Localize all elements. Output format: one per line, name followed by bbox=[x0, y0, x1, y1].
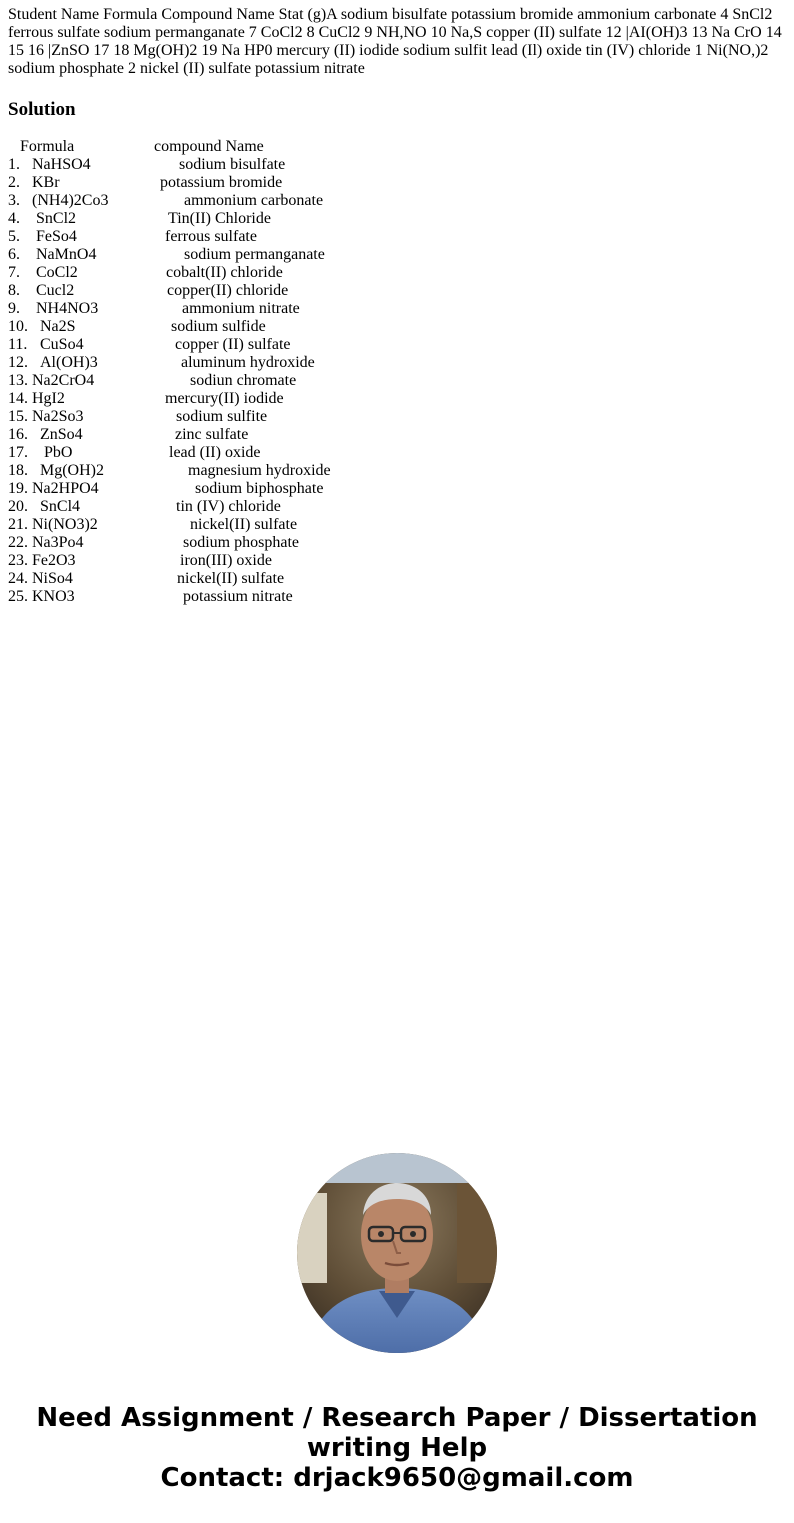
footer-line-3: Contact: drjack9650@gmail.com bbox=[160, 1463, 634, 1493]
answer-row bbox=[8, 174, 708, 192]
row-number: 14. bbox=[8, 390, 28, 407]
row-number: 12. bbox=[8, 354, 28, 371]
row-compound-name: sodiun chromate bbox=[190, 372, 297, 389]
answer-row bbox=[8, 156, 708, 174]
question-text: Student Name Formula Compound Name Stat (g)A sodium bisulfate potassium bromide ammonium carbonate 4 SnCl2 ferrous sulfate sodium permanganate 7 CoCl2 8 CuCl2 9 NH,NO 10 Na,S copper (II) sulfate 12 |AI(OH)3 13 Na CrO 14 15 16 |ZnSO 17 18 Mg(OH)2 19 Na HP0 mercury (II) iodide sodium sulfit lead (Il) oxide tin (IV) chloride 1 Ni(NO,)2 sodium phosphate 2 nickel (II) sulfate potassium nitrate bbox=[8, 6, 782, 77]
row-compound-name: iron(III) oxide bbox=[180, 552, 272, 569]
row-compound-name: ammonium nitrate bbox=[182, 300, 300, 317]
answer-row bbox=[8, 552, 708, 570]
row-number: 6. bbox=[8, 246, 20, 263]
answer-row bbox=[8, 390, 708, 408]
answer-row bbox=[8, 462, 708, 480]
answer-row bbox=[8, 336, 708, 354]
row-number: 18. bbox=[8, 462, 28, 479]
row-formula: KBr bbox=[32, 174, 60, 191]
row-compound-name: aluminum hydroxide bbox=[181, 354, 315, 371]
row-formula: HgI2 bbox=[32, 390, 65, 407]
row-formula: SnCl4 bbox=[40, 498, 81, 515]
row-compound-name: ammonium carbonate bbox=[184, 192, 324, 209]
row-number: 25. bbox=[8, 588, 28, 605]
row-formula: Ni(NO3)2 bbox=[32, 516, 98, 533]
row-formula: Na2HPO4 bbox=[32, 480, 99, 497]
row-formula: Fe2O3 bbox=[32, 552, 76, 569]
row-number: 24. bbox=[8, 570, 28, 587]
person-portrait-image bbox=[297, 1153, 497, 1353]
row-compound-name: magnesium hydroxide bbox=[188, 462, 331, 479]
row-formula: SnCl2 bbox=[36, 210, 77, 227]
row-formula: PbO bbox=[44, 444, 73, 461]
row-number: 21. bbox=[8, 516, 28, 533]
row-formula: NH4NO3 bbox=[36, 300, 99, 317]
answer-row bbox=[8, 498, 708, 516]
answer-row bbox=[8, 588, 708, 606]
row-compound-name: potassium nitrate bbox=[183, 588, 293, 605]
row-compound-name: nickel(II) sulfate bbox=[190, 516, 298, 533]
row-number: 3. bbox=[8, 192, 20, 209]
row-number: 9. bbox=[8, 300, 20, 317]
answer-row bbox=[8, 318, 708, 336]
row-compound-name: potassium bromide bbox=[160, 174, 283, 191]
answer-row bbox=[8, 480, 708, 498]
answer-row bbox=[8, 516, 708, 534]
answer-row bbox=[8, 426, 708, 444]
row-number: 17. bbox=[8, 444, 28, 461]
row-compound-name: copper(II) chloride bbox=[167, 282, 289, 299]
row-formula: Na2So3 bbox=[32, 408, 84, 425]
row-compound-name: mercury(II) iodide bbox=[165, 390, 284, 407]
row-compound-name: ferrous sulfate bbox=[165, 228, 257, 245]
answer-row bbox=[8, 246, 708, 264]
row-number: 5. bbox=[8, 228, 20, 245]
footer-line-2: writing Help bbox=[306, 1433, 488, 1463]
row-number: 23. bbox=[8, 552, 28, 569]
answer-row bbox=[8, 354, 708, 372]
row-number: 10. bbox=[8, 318, 28, 335]
row-number: 16. bbox=[8, 426, 28, 443]
row-number: 11. bbox=[8, 336, 28, 353]
answer-row bbox=[8, 282, 708, 300]
footer-line-1: Need Assignment / Research Paper / Dissertation bbox=[36, 1403, 758, 1433]
row-number: 8. bbox=[8, 282, 20, 299]
name-column-header: compound Name bbox=[154, 138, 264, 155]
row-formula: CoCl2 bbox=[36, 264, 78, 281]
author-photo bbox=[297, 1153, 497, 1353]
row-number: 4. bbox=[8, 210, 20, 227]
row-compound-name: Tin(II) Chloride bbox=[168, 210, 271, 227]
row-compound-name: lead (II) oxide bbox=[169, 444, 261, 461]
row-compound-name: nickel(II) sulfate bbox=[177, 570, 285, 587]
row-number: 2. bbox=[8, 174, 20, 191]
row-formula: Mg(OH)2 bbox=[40, 462, 104, 479]
answer-row bbox=[8, 444, 708, 462]
row-number: 7. bbox=[8, 264, 20, 281]
answer-row bbox=[8, 570, 708, 588]
answer-row bbox=[8, 192, 708, 210]
answer-row bbox=[8, 408, 708, 426]
row-formula: NaMnO4 bbox=[36, 246, 97, 263]
row-formula: NaHSO4 bbox=[32, 156, 91, 173]
answer-row bbox=[8, 300, 708, 318]
row-formula: Na2CrO4 bbox=[32, 372, 95, 389]
row-compound-name: tin (IV) chloride bbox=[176, 498, 281, 515]
row-formula: ZnSo4 bbox=[40, 426, 83, 443]
row-compound-name: sodium phosphate bbox=[183, 534, 299, 551]
answer-header-row bbox=[8, 138, 708, 156]
contact-footer bbox=[0, 1403, 794, 1493]
row-compound-name: sodium biphosphate bbox=[195, 480, 324, 497]
row-formula: Na2S bbox=[40, 318, 76, 335]
row-compound-name: zinc sulfate bbox=[175, 426, 249, 443]
row-formula: CuSo4 bbox=[40, 336, 84, 353]
answer-row bbox=[8, 534, 708, 552]
row-compound-name: cobalt(II) chloride bbox=[166, 264, 283, 281]
solution-heading: Solution bbox=[8, 99, 76, 120]
row-number: 13. bbox=[8, 372, 28, 389]
answer-row bbox=[8, 264, 708, 282]
row-compound-name: sodium sulfite bbox=[176, 408, 268, 425]
row-formula: KNO3 bbox=[32, 588, 75, 605]
row-formula: NiSo4 bbox=[32, 570, 73, 587]
row-compound-name: sodium bisulfate bbox=[179, 156, 286, 173]
row-formula: Na3Po4 bbox=[32, 534, 84, 551]
row-number: 20. bbox=[8, 498, 28, 515]
answer-row bbox=[8, 228, 708, 246]
row-number: 15. bbox=[8, 408, 28, 425]
row-formula: (NH4)2Co3 bbox=[32, 192, 109, 209]
row-number: 22. bbox=[8, 534, 28, 551]
row-number: 19. bbox=[8, 480, 28, 497]
row-formula: FeSo4 bbox=[36, 228, 77, 245]
row-compound-name: sodium permanganate bbox=[184, 246, 325, 263]
answer-row bbox=[8, 210, 708, 228]
answer-table bbox=[8, 138, 708, 606]
row-compound-name: copper (II) sulfate bbox=[175, 336, 291, 353]
row-compound-name: sodium sulfide bbox=[171, 318, 266, 335]
row-number: 1. bbox=[8, 156, 20, 173]
row-formula: Cucl2 bbox=[36, 282, 75, 299]
row-formula: Al(OH)3 bbox=[40, 354, 98, 371]
answer-row bbox=[8, 372, 708, 390]
formula-column-header: Formula bbox=[20, 138, 75, 155]
